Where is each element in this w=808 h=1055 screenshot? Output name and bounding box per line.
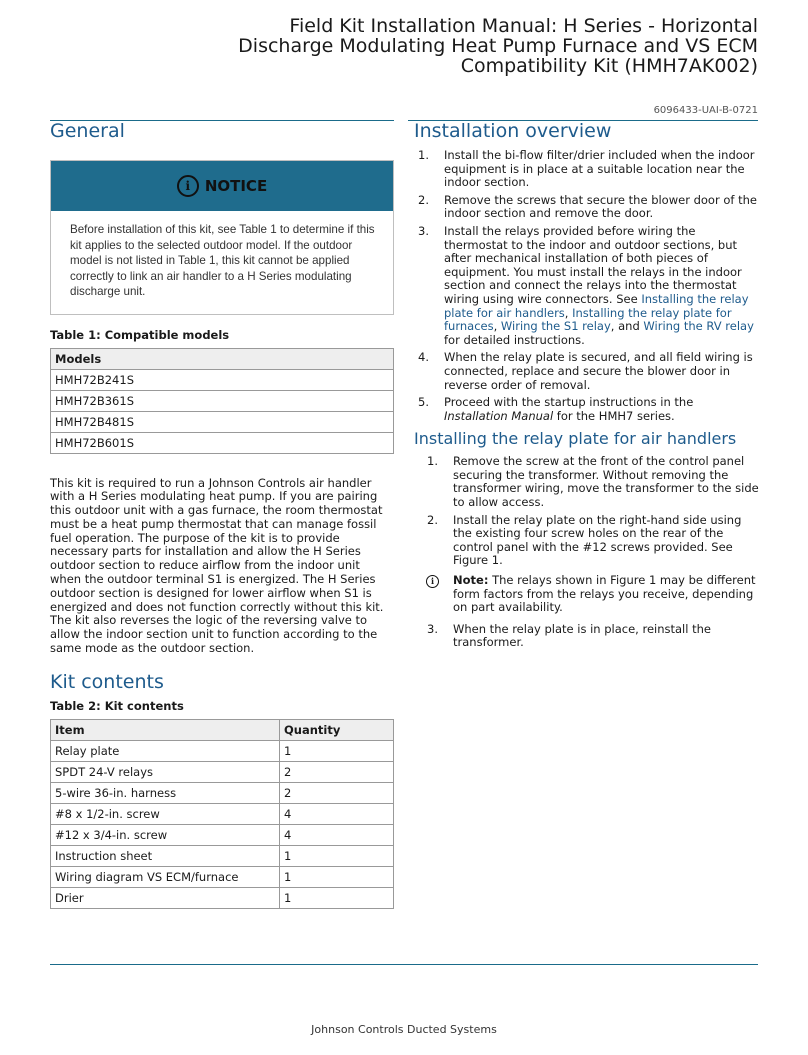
list-item	[423, 514, 760, 615]
notice-text: Before installation of this kit, see Table 1 to determine if this kit applies to the selected outdoor model. If the outdoor model is not listed in Table 1, this kit cannot be applied correctly to link an air handler to a H Series modulating discharge unit.	[70, 223, 375, 298]
title-line-2: Discharge Modulating Heat Pump Furnace and VS ECM	[238, 35, 758, 57]
info-icon: i	[177, 175, 199, 197]
table-cell: HMH72B361S	[51, 390, 394, 411]
notice-header	[51, 161, 393, 211]
table-row	[51, 866, 394, 887]
column-header-item: Item	[51, 719, 280, 740]
footer-text: Johnson Controls Ducted Systems	[311, 1023, 497, 1036]
quantity-cell: 1	[280, 845, 394, 866]
document-id: 6096433-UAI-B-0721	[653, 105, 758, 116]
step-text: Install the relay plate on the right-hand side using the existing four screw holes on the rear of the control panel with the #12 screws provided. See Figure 1.	[453, 512, 742, 568]
step-number: 3.	[418, 223, 429, 238]
list-item	[414, 396, 760, 423]
table-row	[51, 740, 394, 761]
item-cell: #8 x 1/2-in. screw	[51, 803, 280, 824]
list-item	[414, 351, 760, 392]
right-column	[414, 120, 760, 654]
step-number: 4.	[418, 350, 429, 365]
quantity-cell: 4	[280, 803, 394, 824]
table-cell: HMH72B481S	[51, 411, 394, 432]
step-number: 1.	[427, 454, 438, 469]
quantity-cell: 1	[280, 866, 394, 887]
table-row	[51, 824, 394, 845]
table-cell: HMH72B241S	[51, 369, 394, 390]
manual-title: Installation Manual	[444, 408, 554, 423]
quantity-cell: 1	[280, 887, 394, 908]
list-item	[423, 623, 760, 650]
step-text: When the relay plate is in place, reinstall the transformer.	[453, 621, 711, 650]
step-number: 3.	[427, 621, 438, 636]
item-cell: Instruction sheet	[51, 845, 280, 866]
table-row	[51, 411, 394, 432]
list-item	[423, 455, 760, 509]
note-text: The relays shown in Figure 1 may be different form factors from the relays you receive, depending on part availability.	[453, 573, 756, 615]
step-number: 1.	[418, 148, 429, 162]
item-cell: Drier	[51, 887, 280, 908]
link-wiring-s1-relay[interactable]: Wiring the S1 relay	[500, 319, 611, 334]
quantity-cell: 1	[280, 740, 394, 761]
table-row	[51, 369, 394, 390]
table-row	[51, 390, 394, 411]
table1-caption: Table 1: Compatible models	[50, 327, 230, 342]
step-text: Install the bi-flow filter/drier included when the indoor equipment is in place at a suitable location near the indoor section.	[444, 148, 755, 190]
table2-caption: Table 2: Kit contents	[50, 698, 184, 713]
list-item	[414, 194, 760, 221]
list-item	[414, 149, 760, 190]
overview-steps	[414, 149, 760, 423]
note	[423, 574, 760, 615]
section-heading-installation-overview: Installation overview	[414, 120, 612, 142]
note-label: Note:	[453, 573, 489, 588]
separator: , and	[610, 319, 644, 334]
table-row	[51, 761, 394, 782]
column-header-quantity: Quantity	[280, 719, 394, 740]
compatible-models-table	[50, 348, 394, 454]
separator: ,	[564, 305, 573, 320]
step-text: When the relay plate is secured, and all field wiring is connected, replace and secure the blower door in reverse order of removal.	[444, 350, 753, 392]
general-paragraph: This kit is required to run a Johnson Controls air handler with a H Series modulating heat pump. If you are pairing this outdoor unit with a gas furnace, the room thermostat must be a heat pump thermostat that can manage fossil fuel operation. The purpose of the kit is to provide necessary parts for installation and allow the H Series outdoor section to reduce airflow from the indoor unit when the outdoor terminal S1 is energized. The H Series outdoor section is designed for lower airflow when S1 is energized and does not function correctly without this kit. The kit also reverses the logic of the reversing valve to allow the indoor section unit to function according to the same mode as the outdoor section.	[50, 475, 384, 656]
kit-contents-table	[50, 719, 394, 909]
table-row	[51, 887, 394, 908]
item-cell: 5-wire 36-in. harness	[51, 782, 280, 803]
section-heading-air-handlers: Installing the relay plate for air handlers	[414, 429, 737, 449]
step-text: Remove the screws that secure the blower door of the indoor section and remove the door.	[444, 192, 757, 221]
list-item	[414, 225, 760, 347]
step-text: Remove the screw at the front of the control panel securing the transformer. Without removing the transformer wiring, move the transformer to the side to allow access.	[453, 454, 759, 510]
notice-box	[50, 160, 394, 315]
table-cell: HMH72B601S	[51, 432, 394, 453]
quantity-cell: 4	[280, 824, 394, 845]
link-relay-plate-furnaces[interactable]: Installing the relay plate for furnaces	[444, 305, 732, 334]
separator: ,	[493, 319, 501, 334]
quantity-cell: 2	[280, 761, 394, 782]
title-line-1: Field Kit Installation Manual: H Series - Horizontal	[289, 15, 758, 37]
step-text-end: for the HMH7 series.	[553, 408, 675, 423]
step-number: 5.	[418, 395, 429, 410]
step-text: Proceed with the startup instructions in the	[444, 395, 694, 410]
step-number: 2.	[418, 192, 429, 207]
table-row	[51, 432, 394, 453]
step-text-end: for detailed instructions.	[444, 332, 585, 347]
item-cell: SPDT 24-V relays	[51, 761, 280, 782]
item-cell: #12 x 3/4-in. screw	[51, 824, 280, 845]
step-text: Install the relays provided before wiring the thermostat to the indoor and outdoor sections, but after mechanical installation of both pieces of equipment. You must install the relays in the indoor section and connect the relays into the thermostat wiring using wire connectors. See	[444, 223, 742, 306]
step-number: 2.	[427, 512, 438, 527]
info-icon: i	[426, 575, 439, 588]
link-wiring-rv-relay[interactable]: Wiring the RV relay	[643, 319, 754, 334]
table1-header: Models	[51, 348, 394, 369]
quantity-cell: 2	[280, 782, 394, 803]
table-row	[51, 782, 394, 803]
section-heading-kit-contents: Kit contents	[50, 670, 164, 693]
table-row	[51, 803, 394, 824]
item-cell: Wiring diagram VS ECM/furnace	[51, 866, 280, 887]
document-title	[118, 16, 758, 76]
notice-label: NOTICE	[204, 177, 268, 195]
title-line-3: Compatibility Kit (HMH7AK002)	[460, 55, 758, 77]
air-handler-steps	[414, 455, 760, 650]
item-cell: Relay plate	[51, 740, 280, 761]
footer-divider	[50, 964, 758, 965]
table-row	[51, 845, 394, 866]
link-relay-plate-air-handlers[interactable]: Installing the relay plate for air handlers	[444, 291, 749, 320]
left-column	[50, 120, 394, 909]
section-heading-general: General	[50, 120, 125, 142]
